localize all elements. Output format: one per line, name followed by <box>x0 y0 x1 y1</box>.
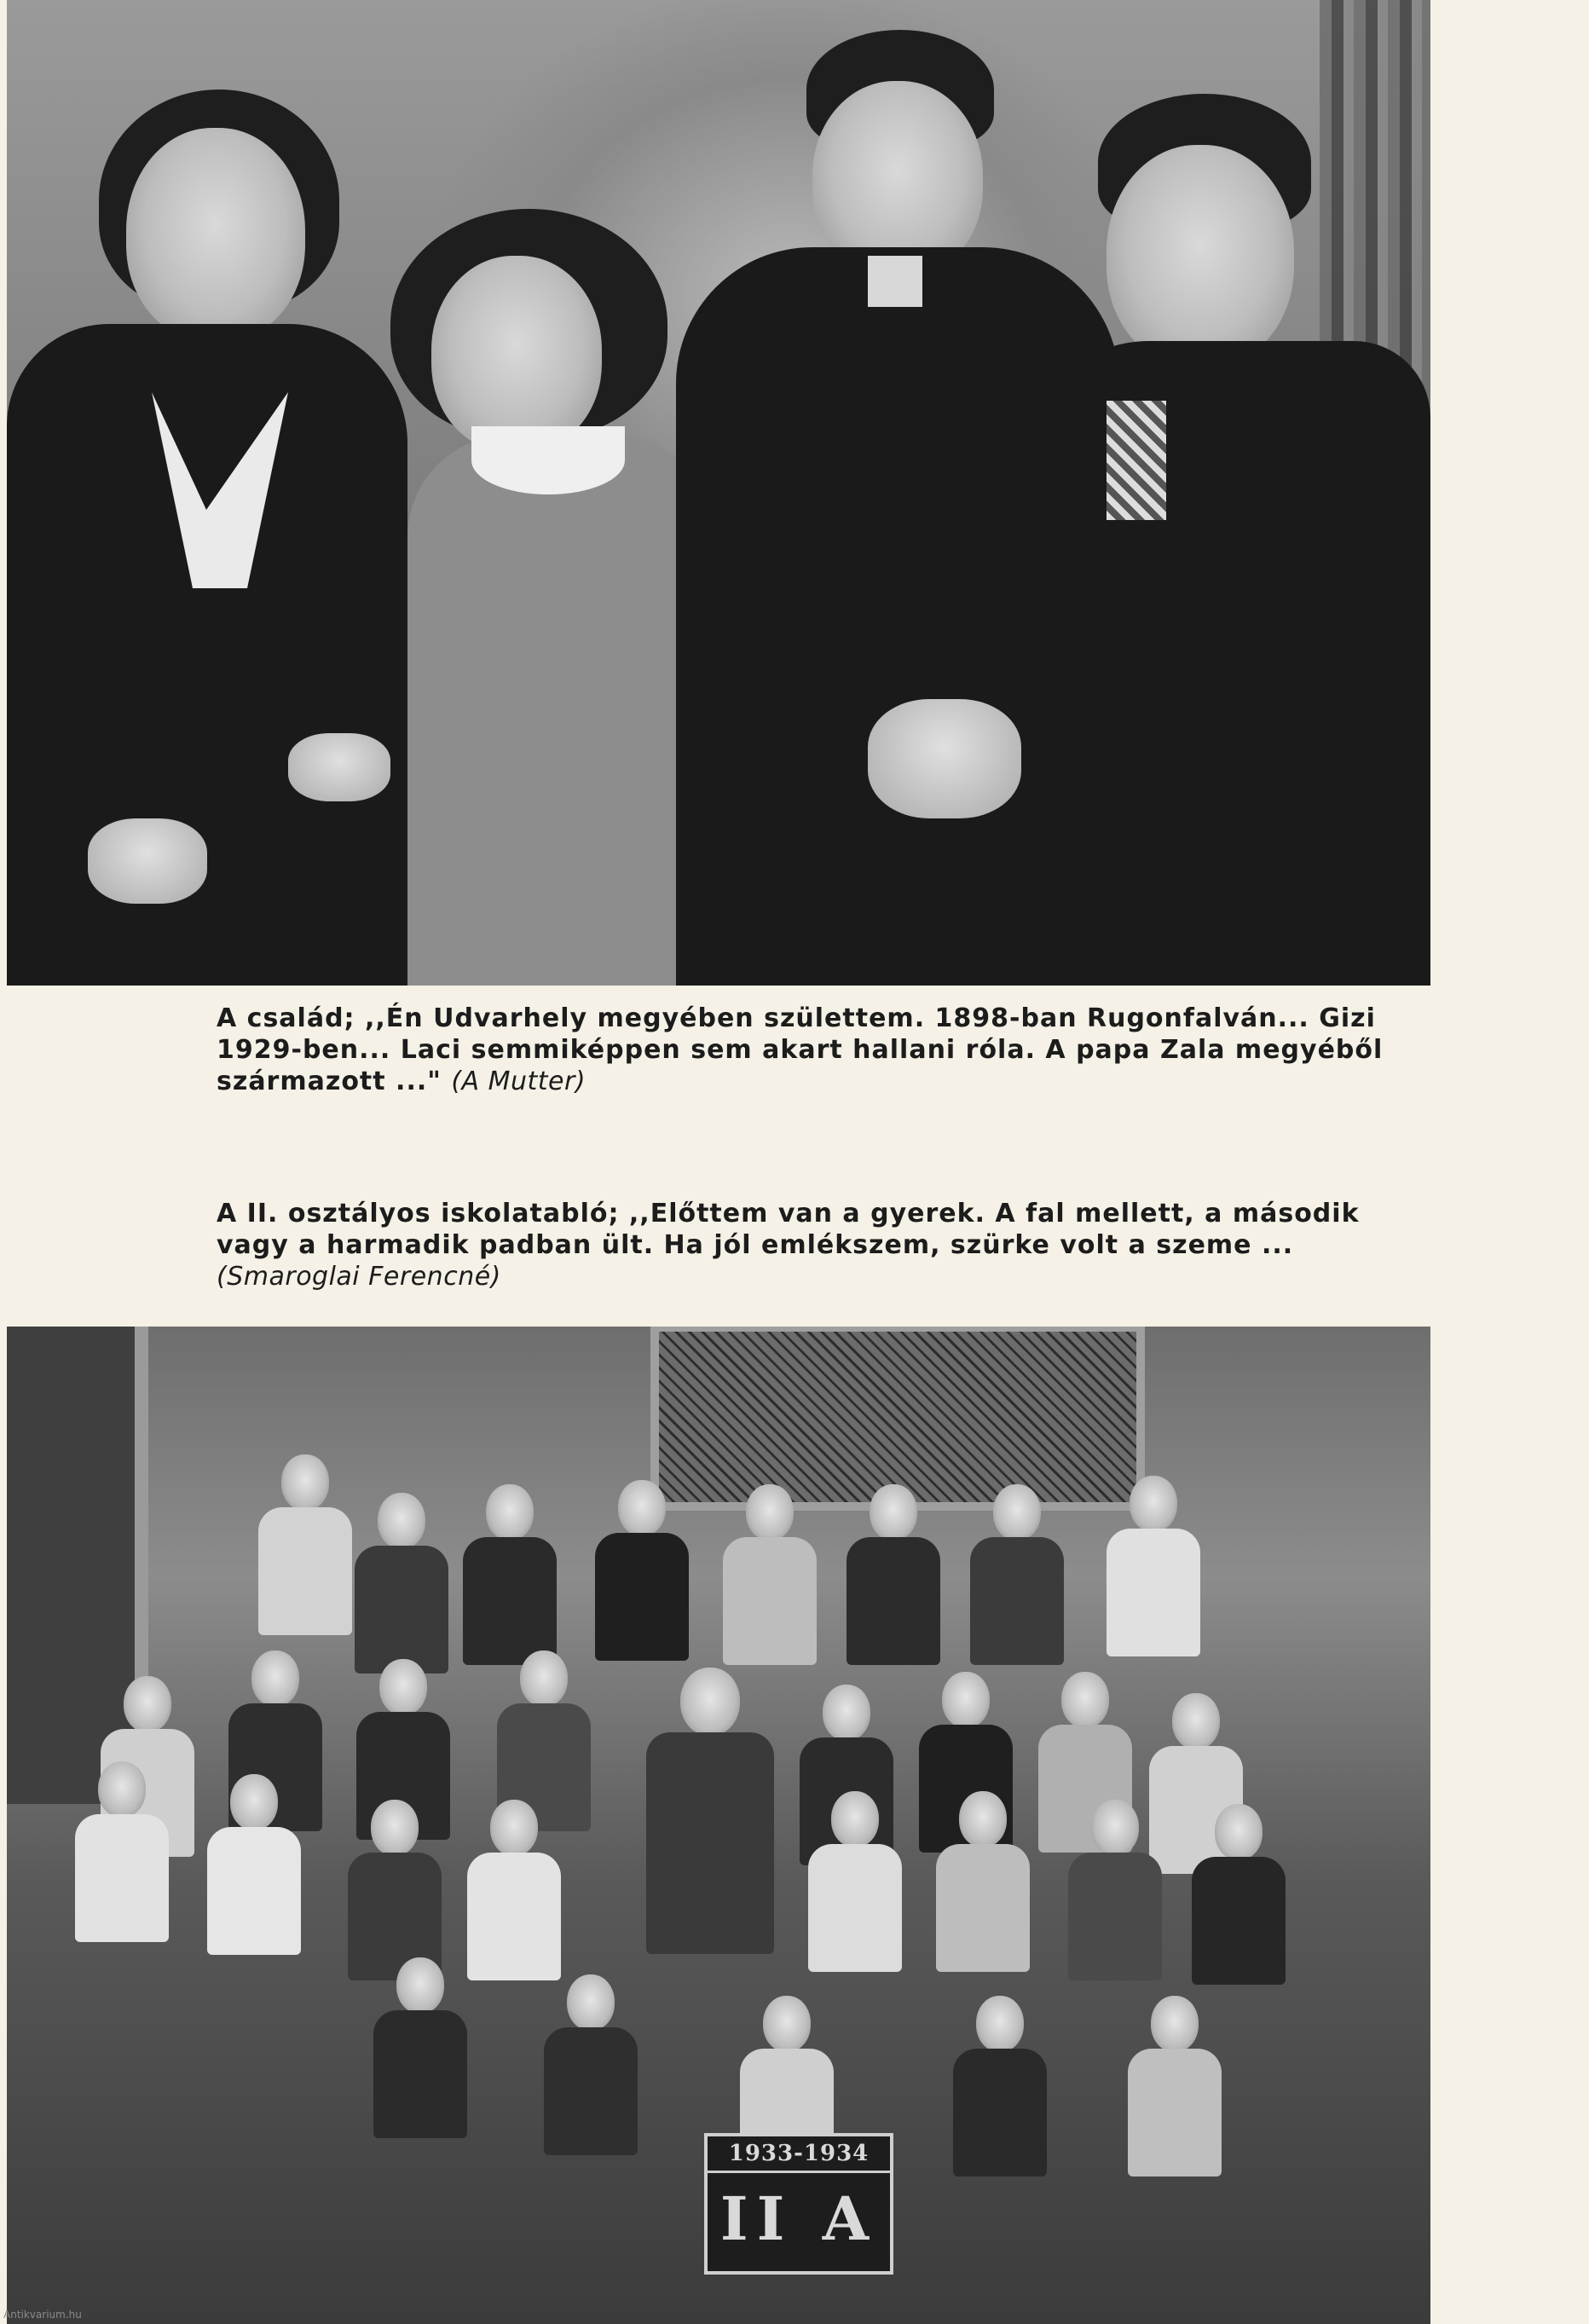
child <box>595 1480 689 1661</box>
slate-class-label: II A <box>719 2183 878 2254</box>
child <box>373 1957 467 2138</box>
class-photo-caption <box>217 1198 1427 1292</box>
class-caption-text: A II. osztályos iskolatabló; ,,Előttem van a gyerek. A fal mellett, a második vagy a harmadik padban ült. Ha jól emlékszem, szürke volt a szeme ... <box>217 1199 1360 1260</box>
family-caption-credit: (A Mutter) <box>451 1067 586 1096</box>
child <box>847 1484 940 1665</box>
watermark: Antikvarium.hu <box>3 2309 82 2321</box>
child <box>1128 1996 1222 2177</box>
child <box>1068 1800 1162 1980</box>
child <box>953 1996 1047 2177</box>
child <box>723 1484 817 1665</box>
child <box>355 1493 448 1674</box>
teacher <box>646 1668 774 1954</box>
class-caption-credit: (Smaroglai Ferencné) <box>217 1262 501 1292</box>
child <box>1107 1476 1200 1656</box>
child <box>970 1484 1064 1665</box>
family-photo-caption <box>217 1003 1427 1097</box>
child <box>258 1454 352 1635</box>
family-caption-text: A család; ,,Én Udvarhely megyében születtem. 1898-ban Rugonfalván... Gizi 1929-ben... Laci semmiképpen sem akart hallani róla. A papa Zala megyéből származott ..." <box>217 1003 1384 1096</box>
child <box>463 1484 557 1665</box>
door-lattice <box>650 1327 1145 1511</box>
child <box>75 1761 169 1942</box>
class-portrait-photo <box>7 1327 1430 2324</box>
slate-years: 1933-1934 <box>708 2136 890 2173</box>
family-portrait-photo <box>7 0 1430 986</box>
child <box>544 1974 638 2155</box>
child <box>808 1791 902 1972</box>
child <box>936 1791 1030 1972</box>
child <box>207 1774 301 1955</box>
class-slate <box>704 2133 893 2275</box>
child <box>348 1800 442 1980</box>
child <box>467 1800 561 1980</box>
child <box>1192 1804 1286 1985</box>
